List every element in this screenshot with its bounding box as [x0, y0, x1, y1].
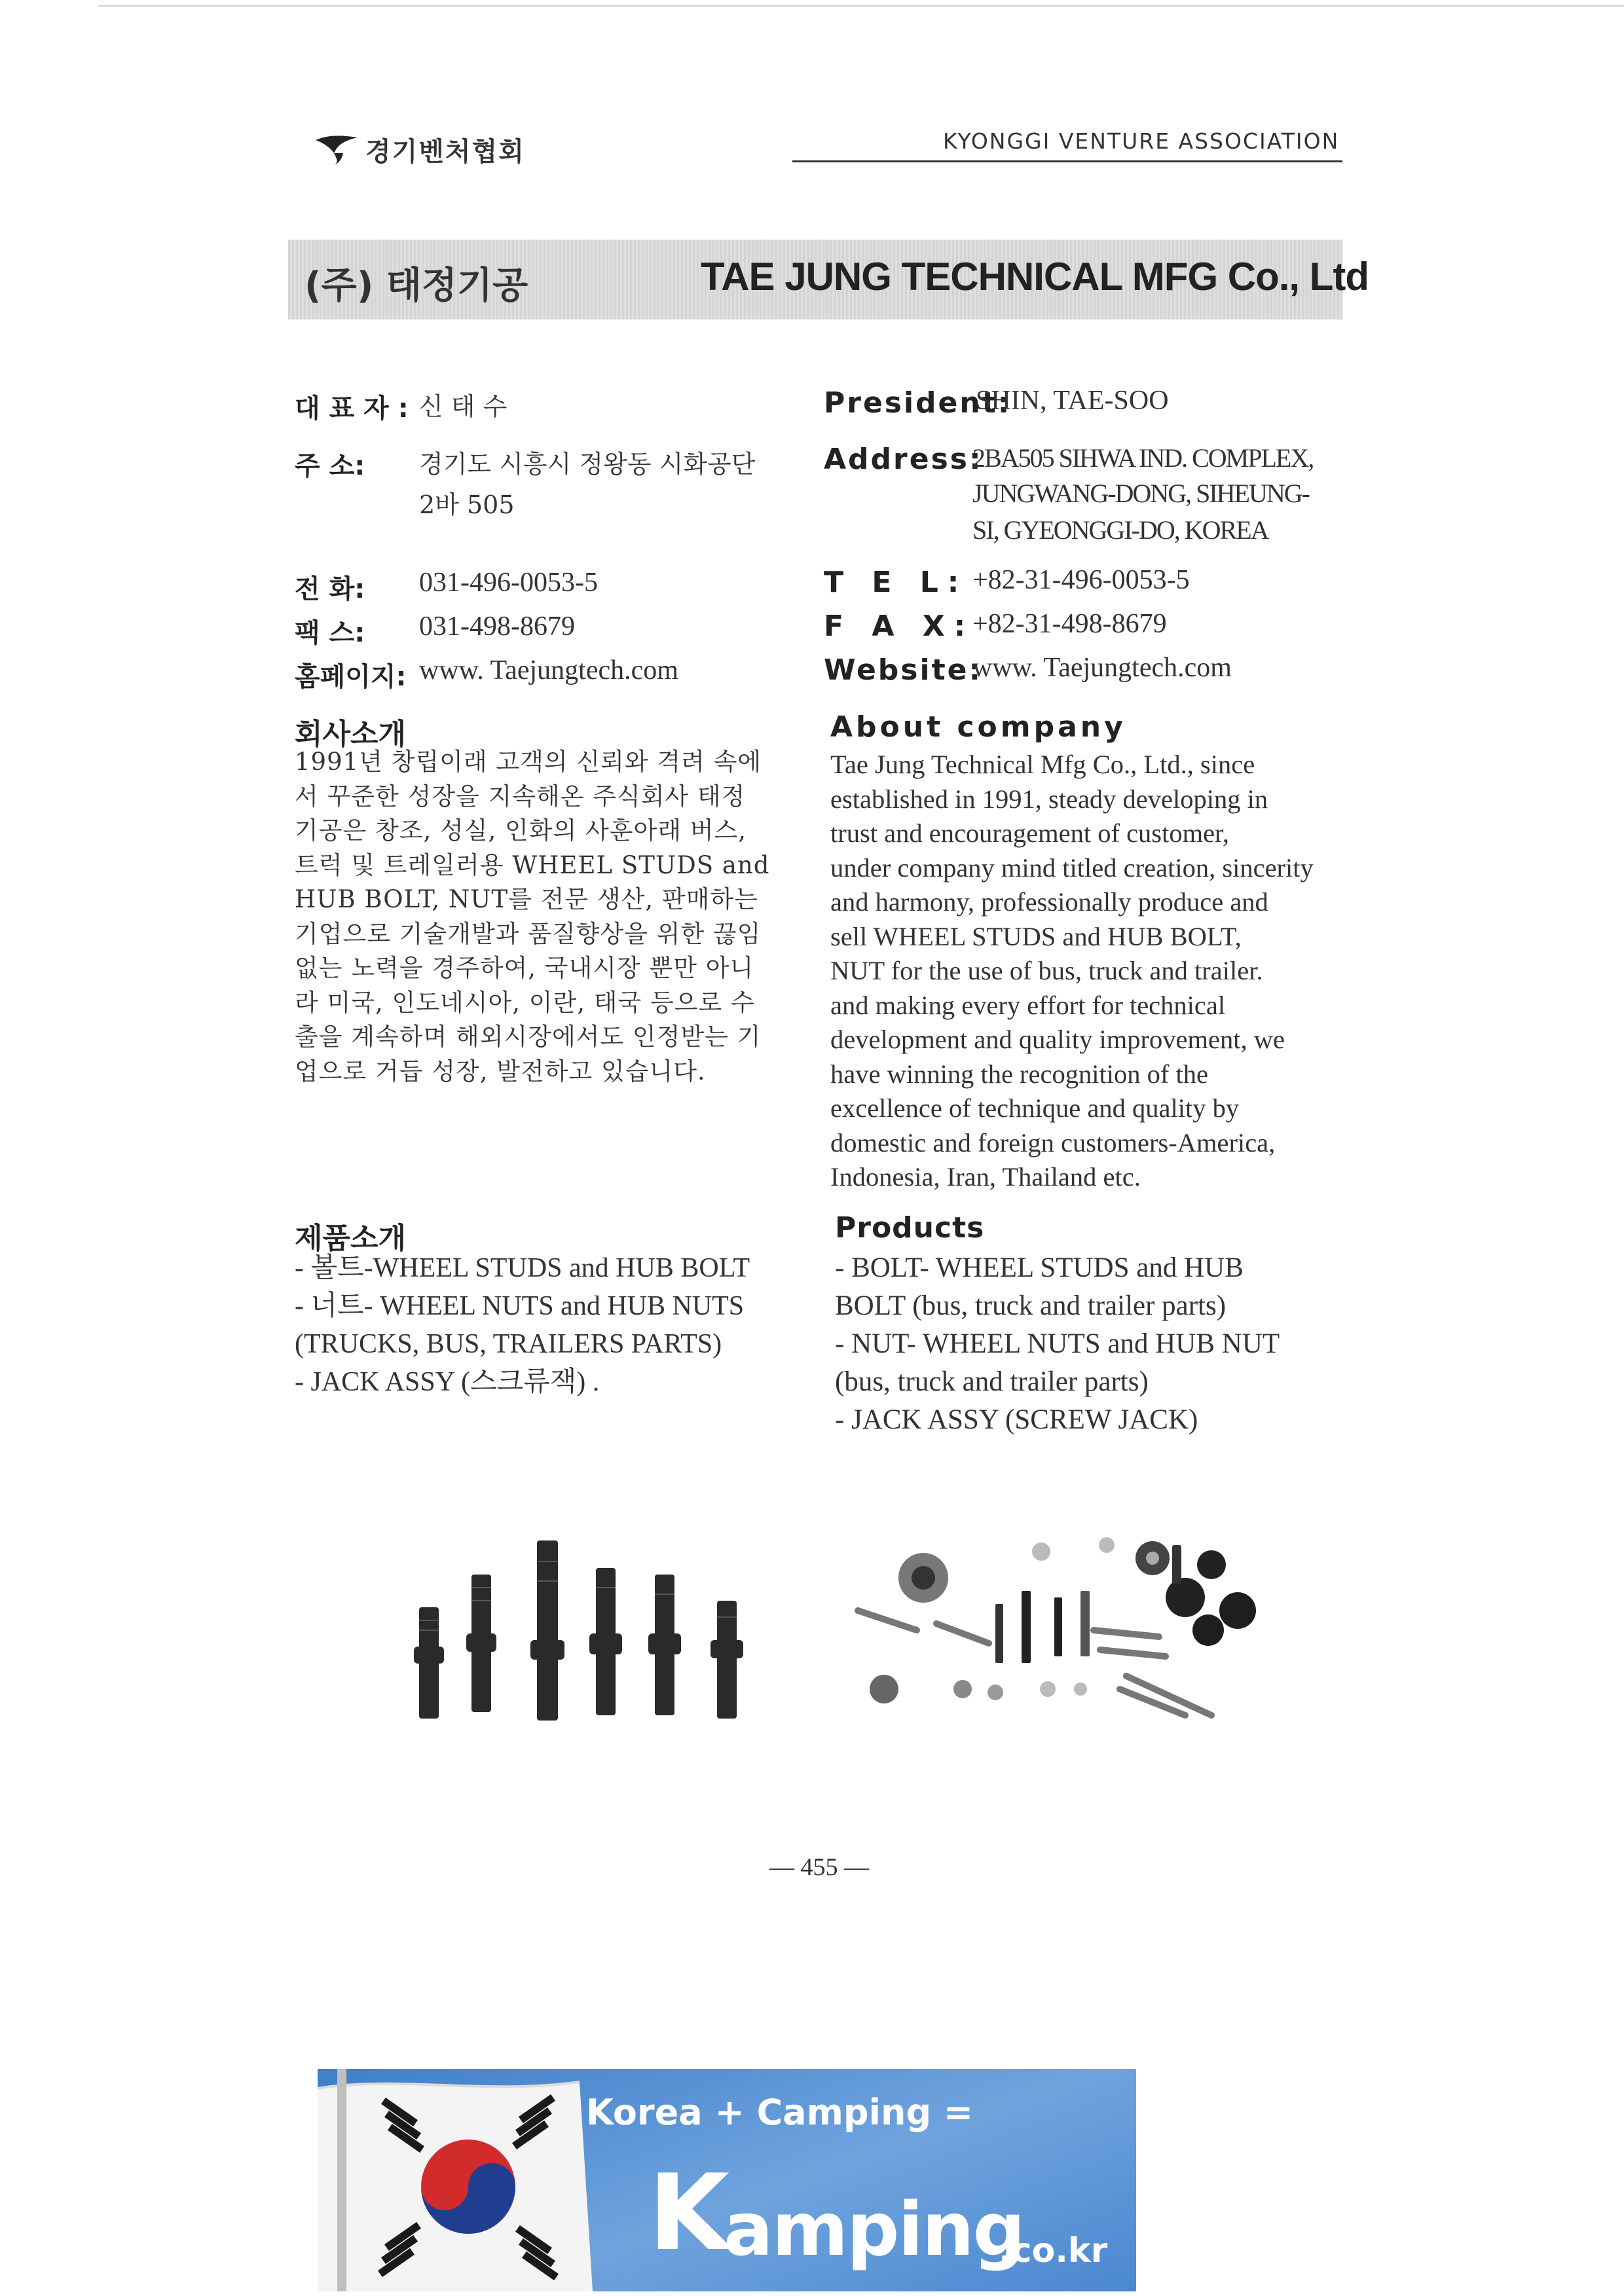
about-line-en: trust and encouragement of customer,: [830, 818, 1230, 848]
wheel-studs-photo: [406, 1535, 773, 1732]
about-line-en: development and quality improvement, we: [830, 1025, 1285, 1054]
about-line-en: established in 1991, steady developing in: [830, 784, 1268, 814]
product-item-kr: - 너트- WHEEL NUTS and HUB NUTS: [295, 1291, 745, 1321]
phone-label-kr: 전 화:: [295, 574, 365, 604]
about-line-en: have winning the recognition of the: [830, 1059, 1208, 1089]
product-item-en: - JACK ASSY (SCREW JACK): [835, 1404, 1198, 1435]
about-heading-en: About company: [830, 710, 1126, 744]
about-line-en: under company mind titled creation, sincerity: [830, 852, 1314, 883]
product-item-en: BOLT (bus, truck and trailer parts): [835, 1290, 1227, 1321]
banner-headline: Korea + Camping =: [586, 2092, 974, 2133]
homepage-value-kr[interactable]: www. Taejungtech.com: [419, 655, 678, 685]
product-item-kr: - 볼트-WHEEL STUDS and HUB BOLT: [295, 1253, 750, 1283]
products-heading-en: Products: [835, 1211, 985, 1245]
company-title-korean: (주) 태정기공: [304, 264, 528, 307]
about-line-kr: 기업으로 기술개발과 품질향상을 위한 끊임: [295, 919, 762, 948]
product-item-kr: - JACK ASSY (스크류잭) .: [295, 1367, 600, 1397]
products-list-kr: [295, 1249, 750, 1401]
address-label-en: Address:: [824, 443, 983, 476]
about-line-kr: 서 꾸준한 성장을 지속해온 주식회사 태정: [295, 782, 746, 811]
about-line-en: Tae Jung Technical Mfg Co., Ltd., since: [830, 750, 1255, 779]
about-line-kr: 없는 노력을 경주하여, 국내시장 뿐만 아니: [295, 954, 754, 982]
address-line2-en: JUNGWANG-DONG, SIHEUNG-: [972, 479, 1309, 508]
product-item-en: - NUT- WHEEL NUTS and HUB NUT: [835, 1328, 1280, 1359]
banner-word: amping: [724, 2187, 1024, 2272]
president-label: President:: [824, 386, 1012, 420]
kamping-banner[interactable]: [318, 2069, 1136, 2291]
top-rule: [98, 5, 1624, 7]
page-number: — 455 —: [769, 1853, 869, 1881]
about-line-kr: 1991년 창립이래 고객의 신뢰와 격려 속에: [295, 748, 762, 776]
about-paragraph-en: [830, 748, 1348, 1195]
address-label-kr: 주 소:: [295, 451, 365, 481]
swallow-logo-icon: [314, 134, 360, 166]
about-line-en: and making every effort for technical: [830, 990, 1226, 1020]
about-line-kr: 기공은 창조, 성실, 인화의 사훈아래 버스,: [295, 816, 747, 845]
tel-label-en: T E L:: [824, 566, 969, 599]
website-value-en[interactable]: www. Taejungtech.com: [972, 653, 1232, 683]
about-line-en: NUT for the use of bus, truck and trailer.: [830, 956, 1263, 985]
fax-value-en: +82-31-498-8679: [972, 609, 1167, 639]
association-logo: [314, 131, 525, 168]
about-line-kr: 라 미국, 인도네시아, 이란, 태국 등으로 수: [295, 988, 755, 1017]
about-line-kr: 출을 계속하며 해외시장에서도 인정받는 기: [295, 1023, 762, 1051]
header-rule: [792, 160, 1342, 162]
address-line1-kr: 경기도 시흥시 정왕동 시화공단: [419, 450, 756, 479]
product-item-en: (bus, truck and trailer parts): [835, 1366, 1149, 1397]
banner-big-letter: K: [648, 2151, 727, 2274]
association-name: KYONGGI VENTURE ASSOCIATION: [943, 128, 1340, 154]
products-list-en: [835, 1249, 1280, 1439]
about-line-en: Indonesia, Iran, Thailand etc.: [830, 1162, 1141, 1192]
website-label-en: Website:: [824, 653, 983, 687]
company-title-english: TAE JUNG TECHNICAL MFG Co., Ltd: [701, 255, 1369, 299]
about-heading-kr: 회사소개: [295, 718, 407, 751]
korean-flag-icon: [318, 2069, 593, 2291]
address-line1-en: 2BA505 SIHWA IND. COMPLEX,: [972, 443, 1314, 473]
president-value: SHIN, TAE-SOO: [976, 386, 1169, 416]
logo-text: 경기벤처협회: [365, 137, 525, 167]
assorted-parts-photo: [845, 1525, 1277, 1722]
product-item-en: - BOLT- WHEEL STUDS and HUB: [835, 1252, 1244, 1283]
about-line-en: excellence of technique and quality by: [830, 1093, 1240, 1123]
tel-value-en: +82-31-496-0053-5: [972, 565, 1190, 595]
products-heading-kr: 제품소개: [295, 1222, 407, 1255]
fax-value-kr: 031-498-8679: [419, 611, 575, 642]
banner-domain: .co.kr: [999, 2231, 1108, 2270]
about-line-en: domestic and foreign customers-America,: [830, 1127, 1276, 1157]
product-item-kr: (TRUCKS, BUS, TRAILERS PARTS): [295, 1329, 722, 1359]
about-line-kr: HUB BOLT, NUT를 전문 생산, 판매하는: [295, 885, 758, 913]
address-line2-kr: 2바 505: [419, 490, 515, 519]
fax-label-en: F A X:: [824, 610, 975, 643]
about-line-en: sell WHEEL STUDS and HUB BOLT,: [830, 921, 1242, 951]
phone-value-kr: 031-496-0053-5: [419, 568, 598, 598]
ceo-value-kr: 신 태 수: [419, 392, 507, 421]
fax-label-kr: 팩 스:: [295, 618, 365, 648]
about-line-kr: 트럭 및 트레일러용 WHEEL STUDS and: [295, 850, 770, 879]
ceo-label-kr: 대 표 자 :: [295, 393, 409, 424]
address-line3-en: SI, GYEONGGI-DO, KOREA: [972, 515, 1268, 545]
homepage-label-kr: 홈페이지:: [295, 662, 407, 692]
about-line-en: and harmony, professionally produce and: [830, 887, 1268, 917]
about-paragraph-kr: [295, 745, 799, 1089]
about-line-kr: 업으로 거듭 성장, 발전하고 있습니다.: [295, 1057, 706, 1085]
